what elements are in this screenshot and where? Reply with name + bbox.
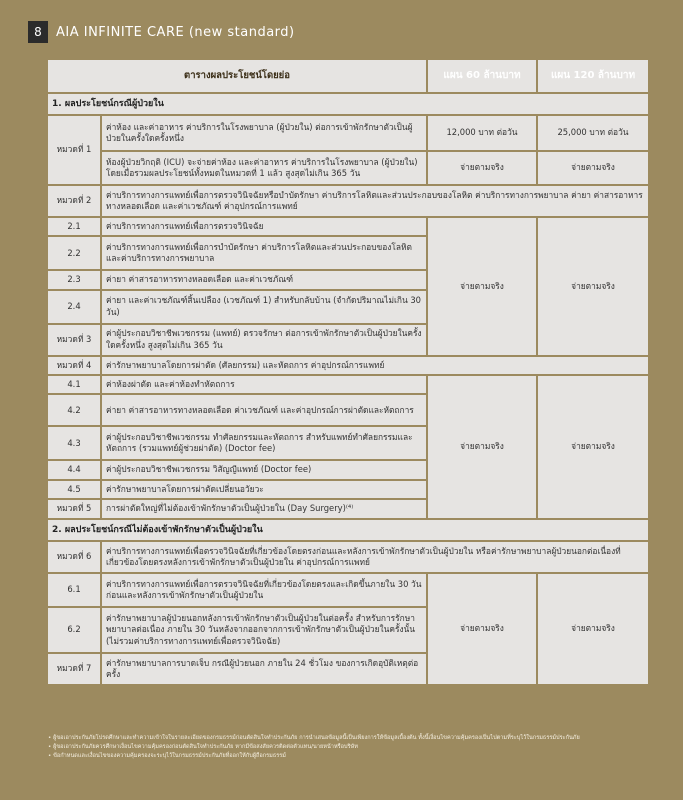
page-number: 8 <box>28 21 48 43</box>
item-6-2: 6.2 <box>48 608 100 652</box>
item-2-2: 2.2 <box>48 237 100 269</box>
category-1: หมวดที่ 1 <box>48 116 100 184</box>
value-60-group-6: จ่ายตามจริง <box>428 574 536 684</box>
benefit-medical-services: ค่าบริการทางการแพทย์เพื่อการตรวจวินิจฉัยหรือบำบัดรักษา ค่าบริการโลหิตและส่วนประกอบของโลหิต ค่าบริการทางการพยาบาล ค่ายา ค่าสารอาหารทางหลอดเลือด และค่าเวชภัณฑ์ ค่าอุปกรณ์การแพทย์ <box>102 186 648 216</box>
plan-60-header: แผน 60 ล้านบาท <box>428 60 536 92</box>
item-4-1: 4.1 <box>48 376 100 393</box>
benefit-room-board: ค่าห้อง และค่าอาหาร ค่าบริการในโรงพยาบาล (ผู้ป่วยใน) ต่อการเข้าพักรักษาตัวเป็นผู้ป่วยในครั้งใดครั้งหนึ่ง <box>102 116 426 150</box>
item-2-1: 2.1 <box>48 218 100 235</box>
item-4-4: 4.4 <box>48 461 100 478</box>
category-4: หมวดที่ 4 <box>48 357 100 374</box>
category-6: หมวดที่ 6 <box>48 542 100 572</box>
benefit-doctor-visit: ค่าผู้ประกอบวิชาชีพเวชกรรม (แพทย์) ตรวจรักษา ต่อการเข้าพักรักษาตัวเป็นผู้ป่วยในครั้งใดครั้งหนึ่ง สูงสุดไม่เกิน 365 วัน <box>102 325 426 355</box>
item-2-3: 2.3 <box>48 271 100 288</box>
benefit-2-1: ค่าบริการทางการแพทย์เพื่อการตรวจวินิจฉัย <box>102 218 426 235</box>
value-60-group-4: จ่ายตามจริง <box>428 376 536 518</box>
benefit-4-3: ค่าผู้ประกอบวิชาชีพเวชกรรม ทำศัลยกรรมและหัตถการ สำหรับแพทย์ทำศัลยกรรมและหัตถการ (รวมแพทย์ผู้ช่วยผ่าตัด) (Doctor fee) <box>102 427 426 459</box>
item-2-4: 2.4 <box>48 291 100 323</box>
footnote: • ผู้ขอเอาประกันภัยโปรดศึกษาและทำความเข้าใจในรายละเอียดของกรมธรรม์ก่อนตัดสินใจทำประกันภัย การนำเสนอข้อมูลนี้เป็นเพียงการให้ข้อมูลเบื้องต้น ทั้งนี้เงื่อนไขความคุ้มครองเป็นไปตามที่ระบุไว้ในกรมธรรม์ประกันภัย <box>48 735 580 741</box>
category-7: หมวดที่ 7 <box>48 654 100 684</box>
benefit-2-4: ค่ายา และค่าเวชภัณฑ์สิ้นเปลือง (เวชภัณฑ์ 1) สำหรับกลับบ้าน (จำกัดปริมาณไม่เกิน 30 วัน) <box>102 291 426 323</box>
item-6-1: 6.1 <box>48 574 100 606</box>
value-120-icu: จ่ายตามจริง <box>538 152 648 184</box>
benefit-6-2: ค่ารักษาพยาบาลผู้ป่วยนอกหลังการเข้าพักรักษาตัวเป็นผู้ป่วยในต่อครั้ง สำหรับการรักษาพยาบาลต่อเนื่อง ภายใน 30 วันหลังจากออกจากการเข้าพักรักษาตัวเป็นผู้ป่วยในครั้งนั้น (ไม่รวมค่าบริการทางการแพทย์เพื่อตรวจวินิจฉัย) <box>102 608 426 652</box>
benefit-4-5: ค่ารักษาพยาบาลโดยการผ่าตัดเปลี่ยนอวัยวะ <box>102 481 426 498</box>
section-inpatient: 1. ผลประโยชน์กรณีผู้ป่วยใน <box>48 94 648 114</box>
value-120-room: 25,000 บาท ต่อวัน <box>538 116 648 150</box>
plan-120-header: แผน 120 ล้านบาท <box>538 60 648 92</box>
table-title: ตารางผลประโยชน์โดยย่อ <box>48 60 426 92</box>
benefit-day-surgery: การผ่าตัดใหญ่ที่ไม่ต้องเข้าพักรักษาตัวเป็นผู้ป่วยใน (Day Surgery)⁽⁴⁾ <box>102 500 426 518</box>
benefit-surgery: ค่ารักษาพยาบาลโดยการผ่าตัด (ศัลยกรรม) และหัตถการ ค่าอุปกรณ์การแพทย์ <box>102 357 648 374</box>
value-60-group-2: จ่ายตามจริง <box>428 218 536 355</box>
category-5: หมวดที่ 5 <box>48 500 100 518</box>
benefit-4-2: ค่ายา ค่าสารอาหารทางหลอดเลือด ค่าเวชภัณฑ์ และค่าอุปกรณ์การผ่าตัดและหัตถการ <box>102 395 426 425</box>
benefit-2-3: ค่ายา ค่าสารอาหารทางหลอดเลือด และค่าเวชภัณฑ์ <box>102 271 426 288</box>
benefit-pre-post-hospital: ค่าบริการทางการแพทย์เพื่อตรวจวินิจฉัยที่เกี่ยวข้องโดยตรงก่อนและหลังการเข้าพักรักษาตัวเป็นผู้ป่วยใน หรือค่ารักษาพยาบาลผู้ป่วยนอกต่อเนื่องที่เกี่ยวข้องโดยตรงหลังการเข้าพักรักษาตัวเป็นผู้ป่วยใน ค่าอุปกรณ์การแพทย์ <box>102 542 648 572</box>
benefit-accident-outpatient: ค่ารักษาพยาบาลการบาดเจ็บ กรณีผู้ป่วยนอก ภายใน 24 ชั่วโมง ของการเกิดอุบัติเหตุต่อครั้ง <box>102 654 426 684</box>
benefit-2-2: ค่าบริการทางการแพทย์เพื่อการบำบัดรักษา ค่าบริการโลหิตและส่วนประกอบของโลหิต และค่าบริการทางการพยาบาล <box>102 237 426 269</box>
section-outpatient: 2. ผลประโยชน์กรณีไม่ต้องเข้าพักรักษาตัวเป็นผู้ป่วยใน <box>48 520 648 540</box>
benefit-4-1: ค่าห้องผ่าตัด และค่าห้องทำหัตถการ <box>102 376 426 393</box>
benefit-4-4: ค่าผู้ประกอบวิชาชีพเวชกรรม วิสัญญีแพทย์ (Doctor fee) <box>102 461 426 478</box>
document-title: AIA INFINITE CARE (new standard) <box>56 24 295 40</box>
footnotes <box>48 734 648 761</box>
category-2: หมวดที่ 2 <box>48 186 100 216</box>
item-4-2: 4.2 <box>48 395 100 425</box>
footnote: • ข้อกำหนดและเงื่อนไขของความคุ้มครองจะระบุไว้ในกรมธรรม์ประกันภัยที่ออกให้กับผู้ถือกรมธรรม์ <box>48 753 286 760</box>
item-4-5: 4.5 <box>48 481 100 498</box>
value-120-group-4: จ่ายตามจริง <box>538 376 648 518</box>
category-3: หมวดที่ 3 <box>48 325 100 355</box>
value-120-group-6: จ่ายตามจริง <box>538 574 648 684</box>
value-60-icu: จ่ายตามจริง <box>428 152 536 184</box>
benefit-6-1: ค่าบริการทางการแพทย์เพื่อการตรวจวินิจฉัยที่เกี่ยวข้องโดยตรงและเกิดขึ้นภายใน 30 วันก่อนและหลังการเข้าพักรักษาตัวเป็นผู้ป่วยใน <box>102 574 426 606</box>
footnote: • ผู้ขอเอาประกันภัยควรศึกษาเงื่อนไขความคุ้มครองก่อนตัดสินใจทำประกันภัย หากมีข้อสงสัยควรติดต่อตัวแทน/นายหน้าหรือบริษัท <box>48 744 358 751</box>
benefit-icu: ห้องผู้ป่วยวิกฤติ (ICU) จะจ่ายค่าห้อง และค่าอาหาร ค่าบริการในโรงพยาบาล (ผู้ป่วยใน) โดยเมื่อรวมผลประโยชน์ทั้งหมดในหมวดที่ 1 แล้ว สูงสุดไม่เกิน 365 วัน <box>102 152 426 184</box>
item-4-3: 4.3 <box>48 427 100 459</box>
value-120-group-2: จ่ายตามจริง <box>538 218 648 355</box>
benefit-summary-table <box>46 58 650 686</box>
value-60-room: 12,000 บาท ต่อวัน <box>428 116 536 150</box>
page-header <box>28 20 295 44</box>
